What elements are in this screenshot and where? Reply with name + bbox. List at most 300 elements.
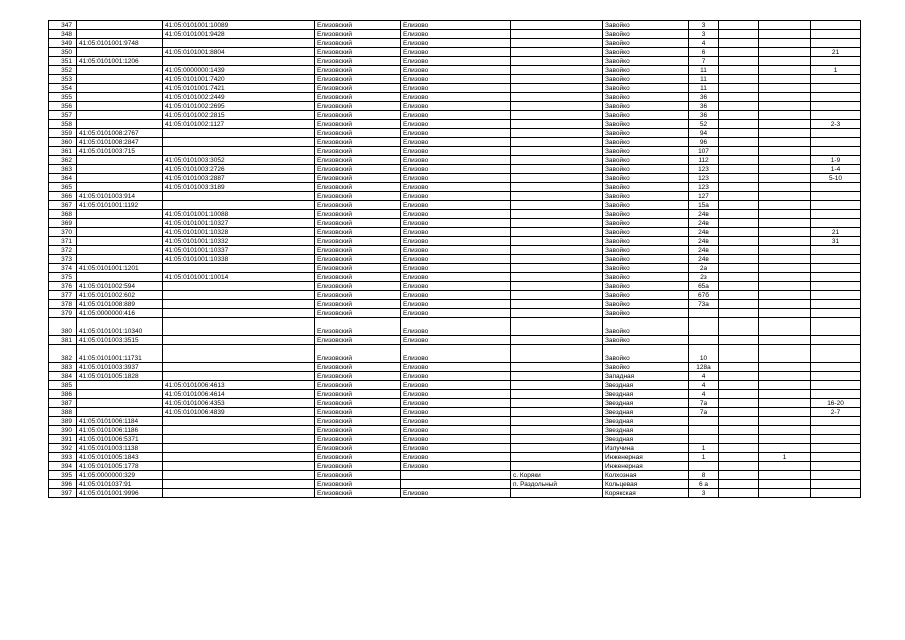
table-body — [49, 21, 861, 498]
cell-district: Елизовский — [315, 66, 401, 75]
cell-settlement: Елизово — [401, 390, 511, 399]
cell-settlement: Елизово — [401, 183, 511, 192]
cell-settlement: Елизово — [401, 264, 511, 273]
cell-cadastral-number-b: 41:05:0101001:10328 — [163, 228, 315, 237]
cell-settlement: Елизово — [401, 399, 511, 408]
cell-house: 2а — [689, 264, 719, 273]
cell-street: Завойко — [603, 120, 689, 129]
cell-apartment — [811, 480, 861, 489]
cell-locality — [511, 93, 603, 102]
cell-cadastral-number-a — [77, 246, 163, 255]
cell-locality — [511, 111, 603, 120]
cell-street: Завойко — [603, 345, 689, 363]
cell-row-number: 397 — [49, 489, 77, 498]
cell-district: Елизовский — [315, 246, 401, 255]
cell-street: Завойко — [603, 84, 689, 93]
table-row — [49, 165, 861, 174]
table-row — [49, 129, 861, 138]
cell-apartment — [811, 318, 861, 336]
cell-district: Елизовский — [315, 174, 401, 183]
cell-building — [719, 183, 759, 192]
cell-street: Звездная — [603, 408, 689, 417]
table-row — [49, 228, 861, 237]
table-row — [49, 120, 861, 129]
cell-apartment — [811, 462, 861, 471]
cell-cadastral-number-b — [163, 201, 315, 210]
table-row — [49, 237, 861, 246]
cell-house: 10 — [689, 345, 719, 363]
cell-locality — [511, 183, 603, 192]
cell-locality — [511, 300, 603, 309]
cell-building — [719, 102, 759, 111]
cell-building — [719, 372, 759, 381]
cell-district: Елизовский — [315, 480, 401, 489]
cell-street: Завойко — [603, 102, 689, 111]
cell-settlement: Елизово — [401, 291, 511, 300]
cell-cadastral-number-b: 41:05:0000000:1439 — [163, 66, 315, 75]
cell-unit — [759, 372, 811, 381]
cell-cadastral-number-b — [163, 192, 315, 201]
cell-cadastral-number-a: 41:05:0101006:1184 — [77, 417, 163, 426]
cell-cadastral-number-a: 41:05:0101005:1778 — [77, 462, 163, 471]
cell-unit — [759, 489, 811, 498]
cell-settlement: Елизово — [401, 273, 511, 282]
cell-apartment — [811, 372, 861, 381]
cell-apartment — [811, 75, 861, 84]
cell-settlement: Елизово — [401, 363, 511, 372]
cell-cadastral-number-a: 41:05:0101002:594 — [77, 282, 163, 291]
table-row — [49, 138, 861, 147]
cell-unit — [759, 237, 811, 246]
cell-cadastral-number-a — [77, 84, 163, 93]
cell-cadastral-number-a: 41:05:0101008:2847 — [77, 138, 163, 147]
cell-locality — [511, 174, 603, 183]
cell-cadastral-number-b — [163, 300, 315, 309]
table-row — [49, 39, 861, 48]
cell-building — [719, 30, 759, 39]
cell-locality — [511, 363, 603, 372]
cell-building — [719, 237, 759, 246]
cell-street: Завойко — [603, 183, 689, 192]
cell-house: 4 — [689, 390, 719, 399]
cell-building — [719, 309, 759, 318]
cell-unit — [759, 300, 811, 309]
cell-unit — [759, 21, 811, 30]
cell-building — [719, 228, 759, 237]
cell-building — [719, 246, 759, 255]
table-row — [49, 444, 861, 453]
cell-building — [719, 21, 759, 30]
cell-house: 4 — [689, 381, 719, 390]
cell-building — [719, 75, 759, 84]
cell-street: Завойко — [603, 201, 689, 210]
cell-settlement: Елизово — [401, 57, 511, 66]
table-row — [49, 309, 861, 318]
cell-building — [719, 408, 759, 417]
cell-row-number: 385 — [49, 381, 77, 390]
cell-settlement: Елизово — [401, 435, 511, 444]
cell-apartment — [811, 300, 861, 309]
cell-cadastral-number-a: 41:05:0000000:329 — [77, 471, 163, 480]
cell-unit — [759, 246, 811, 255]
cell-apartment: 21 — [811, 228, 861, 237]
cell-locality — [511, 309, 603, 318]
cell-street: Завойко — [603, 282, 689, 291]
cell-house: 107 — [689, 147, 719, 156]
cell-locality — [511, 219, 603, 228]
cell-house: 24в — [689, 210, 719, 219]
cell-street: Завойко — [603, 129, 689, 138]
cell-house: 24в — [689, 255, 719, 264]
cell-apartment — [811, 381, 861, 390]
cell-house: 24в — [689, 237, 719, 246]
cell-house: 127 — [689, 192, 719, 201]
cell-cadastral-number-a — [77, 408, 163, 417]
cell-unit — [759, 174, 811, 183]
cell-cadastral-number-b — [163, 138, 315, 147]
cell-house — [689, 309, 719, 318]
cell-unit — [759, 228, 811, 237]
cell-house — [689, 435, 719, 444]
cell-cadastral-number-b: 41:05:0101006:4353 — [163, 399, 315, 408]
table-row — [49, 102, 861, 111]
cell-settlement: Елизово — [401, 30, 511, 39]
cell-apartment — [811, 291, 861, 300]
cell-apartment — [811, 147, 861, 156]
table-row — [49, 390, 861, 399]
cell-unit — [759, 282, 811, 291]
cell-apartment: 1-4 — [811, 165, 861, 174]
cell-locality: п. Раздольный — [511, 480, 603, 489]
cell-row-number: 357 — [49, 111, 77, 120]
cell-house: 24в — [689, 246, 719, 255]
cell-apartment: 31 — [811, 237, 861, 246]
cell-cadastral-number-b: 41:05:0101001:7421 — [163, 84, 315, 93]
cell-settlement: Елизово — [401, 426, 511, 435]
cell-settlement: Елизово — [401, 174, 511, 183]
cell-row-number: 388 — [49, 408, 77, 417]
cell-district: Елизовский — [315, 318, 401, 336]
cell-apartment — [811, 255, 861, 264]
cell-cadastral-number-b: 41:05:0101001:10338 — [163, 255, 315, 264]
cell-row-number: 368 — [49, 210, 77, 219]
table-row — [49, 471, 861, 480]
cell-street: Завойко — [603, 174, 689, 183]
table-row — [49, 57, 861, 66]
cell-settlement: Елизово — [401, 345, 511, 363]
cell-apartment — [811, 444, 861, 453]
cell-unit — [759, 273, 811, 282]
cell-cadastral-number-a: 41:05:0000000:416 — [77, 309, 163, 318]
cell-cadastral-number-b: 41:05:0101003:2887 — [163, 174, 315, 183]
cell-apartment: 5-10 — [811, 174, 861, 183]
cell-cadastral-number-b: 41:05:0101006:4839 — [163, 408, 315, 417]
cell-apartment — [811, 264, 861, 273]
cell-apartment — [811, 201, 861, 210]
table-row — [49, 183, 861, 192]
table-row — [49, 93, 861, 102]
cell-cadastral-number-a: 41:05:0101002:602 — [77, 291, 163, 300]
table-row — [49, 84, 861, 93]
cell-settlement: Елизово — [401, 48, 511, 57]
table-row — [49, 75, 861, 84]
cell-district: Елизовский — [315, 210, 401, 219]
cell-district: Елизовский — [315, 48, 401, 57]
cell-row-number: 363 — [49, 165, 77, 174]
table-row — [49, 264, 861, 273]
cell-district: Елизовский — [315, 372, 401, 381]
cell-unit — [759, 156, 811, 165]
cell-unit — [759, 192, 811, 201]
table-row — [49, 147, 861, 156]
cell-apartment — [811, 363, 861, 372]
cell-row-number: 383 — [49, 363, 77, 372]
cell-unit — [759, 57, 811, 66]
cell-house: 1 — [689, 453, 719, 462]
cell-district: Елизовский — [315, 111, 401, 120]
cell-locality — [511, 264, 603, 273]
cell-cadastral-number-b: 41:05:0101002:2815 — [163, 111, 315, 120]
cell-street: Завойко — [603, 273, 689, 282]
cell-street: Завойко — [603, 48, 689, 57]
cell-district: Елизовский — [315, 165, 401, 174]
cell-cadastral-number-b: 41:05:0101001:10337 — [163, 246, 315, 255]
cell-cadastral-number-a: 41:05:0101005:1828 — [77, 372, 163, 381]
cell-locality — [511, 192, 603, 201]
cell-cadastral-number-a: 41:05:0101006:5371 — [77, 435, 163, 444]
table-row — [49, 381, 861, 390]
cell-settlement: Елизово — [401, 417, 511, 426]
cell-cadastral-number-b — [163, 336, 315, 345]
cell-street: Завойко — [603, 39, 689, 48]
cell-house: 73а — [689, 300, 719, 309]
cell-cadastral-number-b — [163, 345, 315, 363]
cell-house: 112 — [689, 156, 719, 165]
cell-locality — [511, 210, 603, 219]
cell-building — [719, 471, 759, 480]
cell-unit — [759, 30, 811, 39]
cell-row-number: 390 — [49, 426, 77, 435]
cell-cadastral-number-b: 41:05:0101002:2695 — [163, 102, 315, 111]
cell-row-number: 377 — [49, 291, 77, 300]
cell-building — [719, 273, 759, 282]
cell-building — [719, 39, 759, 48]
cell-street: Завойко — [603, 165, 689, 174]
cell-cadastral-number-b — [163, 147, 315, 156]
cell-settlement: Елизово — [401, 255, 511, 264]
cell-district: Елизовский — [315, 147, 401, 156]
cell-house: 15а — [689, 201, 719, 210]
cell-district: Елизовский — [315, 435, 401, 444]
cell-apartment — [811, 192, 861, 201]
cell-district: Елизовский — [315, 21, 401, 30]
cell-house: 52 — [689, 120, 719, 129]
cell-row-number: 394 — [49, 462, 77, 471]
cell-apartment: 21 — [811, 48, 861, 57]
cell-district: Елизовский — [315, 426, 401, 435]
cell-locality — [511, 30, 603, 39]
cell-cadastral-number-a: 41:05:0101001:10340 — [77, 318, 163, 336]
cell-house: 6 а — [689, 480, 719, 489]
cell-street: Завойко — [603, 66, 689, 75]
cell-district: Елизовский — [315, 399, 401, 408]
table-row — [49, 66, 861, 75]
cell-row-number: 380 — [49, 318, 77, 336]
cell-district: Елизовский — [315, 102, 401, 111]
cell-row-number: 359 — [49, 129, 77, 138]
cell-locality — [511, 255, 603, 264]
table-row — [49, 345, 861, 363]
cell-cadastral-number-a — [77, 75, 163, 84]
cell-row-number: 353 — [49, 75, 77, 84]
cell-unit — [759, 138, 811, 147]
cell-cadastral-number-a — [77, 21, 163, 30]
cell-locality — [511, 435, 603, 444]
cell-house: 65а — [689, 282, 719, 291]
cell-street: Завойко — [603, 156, 689, 165]
cell-unit — [759, 210, 811, 219]
cell-district: Елизовский — [315, 129, 401, 138]
cell-building — [719, 210, 759, 219]
cell-unit — [759, 129, 811, 138]
register-table — [48, 20, 861, 498]
cell-apartment — [811, 210, 861, 219]
cell-cadastral-number-a: 41:05:0101001:1192 — [77, 201, 163, 210]
cell-settlement: Елизово — [401, 318, 511, 336]
cell-street: Завойко — [603, 219, 689, 228]
cell-cadastral-number-b: 41:05:0101002:2449 — [163, 93, 315, 102]
cell-street: Инженерная — [603, 453, 689, 462]
cell-apartment — [811, 30, 861, 39]
cell-settlement: Елизово — [401, 336, 511, 345]
cell-cadastral-number-b — [163, 291, 315, 300]
cell-house: 36 — [689, 111, 719, 120]
cell-cadastral-number-b — [163, 318, 315, 336]
cell-cadastral-number-b — [163, 444, 315, 453]
cell-district: Елизовский — [315, 390, 401, 399]
cell-district: Елизовский — [315, 417, 401, 426]
cell-row-number: 355 — [49, 93, 77, 102]
cell-row-number: 374 — [49, 264, 77, 273]
cell-cadastral-number-b — [163, 426, 315, 435]
cell-row-number: 396 — [49, 480, 77, 489]
cell-building — [719, 318, 759, 336]
table-row — [49, 480, 861, 489]
cell-street: Корякская — [603, 489, 689, 498]
cell-building — [719, 291, 759, 300]
cell-cadastral-number-a: 41:05:0101001:1201 — [77, 264, 163, 273]
cell-cadastral-number-b: 41:05:0101003:3052 — [163, 156, 315, 165]
cell-unit — [759, 147, 811, 156]
cell-locality — [511, 246, 603, 255]
cell-house — [689, 336, 719, 345]
cell-cadastral-number-b — [163, 435, 315, 444]
cell-unit — [759, 390, 811, 399]
cell-street: Звездная — [603, 417, 689, 426]
cell-locality — [511, 156, 603, 165]
cell-unit — [759, 345, 811, 363]
cell-cadastral-number-a: 41:05:0101003:914 — [77, 192, 163, 201]
cell-building — [719, 57, 759, 66]
cell-settlement — [401, 480, 511, 489]
table-row — [49, 291, 861, 300]
cell-locality — [511, 21, 603, 30]
cell-locality — [511, 66, 603, 75]
table-row — [49, 417, 861, 426]
cell-cadastral-number-a — [77, 183, 163, 192]
cell-cadastral-number-b — [163, 39, 315, 48]
cell-apartment — [811, 84, 861, 93]
cell-settlement: Елизово — [401, 147, 511, 156]
cell-cadastral-number-a — [77, 66, 163, 75]
cell-street: Кольцевая — [603, 480, 689, 489]
cell-locality — [511, 57, 603, 66]
cell-locality — [511, 75, 603, 84]
cell-house: 96 — [689, 138, 719, 147]
cell-street: Завойко — [603, 147, 689, 156]
cell-street: Завойко — [603, 57, 689, 66]
cell-locality — [511, 462, 603, 471]
cell-row-number: 379 — [49, 309, 77, 318]
cell-street: Завойко — [603, 210, 689, 219]
cell-unit — [759, 264, 811, 273]
cell-cadastral-number-b: 41:05:0101001:7420 — [163, 75, 315, 84]
cell-settlement — [401, 471, 511, 480]
cell-house: 4 — [689, 372, 719, 381]
cell-unit — [759, 48, 811, 57]
cell-house: 8 — [689, 471, 719, 480]
cell-cadastral-number-a — [77, 399, 163, 408]
cell-district: Елизовский — [315, 291, 401, 300]
cell-street: Завойко — [603, 363, 689, 372]
cell-row-number: 387 — [49, 399, 77, 408]
cell-row-number: 365 — [49, 183, 77, 192]
cell-apartment — [811, 345, 861, 363]
cell-house: 1 — [689, 444, 719, 453]
cell-locality — [511, 345, 603, 363]
table-row — [49, 399, 861, 408]
cell-cadastral-number-a — [77, 228, 163, 237]
cell-district: Елизовский — [315, 264, 401, 273]
cell-cadastral-number-b — [163, 480, 315, 489]
cell-settlement: Елизово — [401, 462, 511, 471]
cell-cadastral-number-a — [77, 174, 163, 183]
table-row — [49, 336, 861, 345]
cell-district: Елизовский — [315, 309, 401, 318]
cell-settlement: Елизово — [401, 39, 511, 48]
cell-row-number: 367 — [49, 201, 77, 210]
table-row — [49, 30, 861, 39]
cell-apartment — [811, 426, 861, 435]
cell-street: Завойко — [603, 111, 689, 120]
cell-locality — [511, 399, 603, 408]
cell-locality — [511, 102, 603, 111]
cell-building — [719, 489, 759, 498]
cell-cadastral-number-b — [163, 57, 315, 66]
cell-row-number: 386 — [49, 390, 77, 399]
table-row — [49, 408, 861, 417]
cell-settlement: Елизово — [401, 201, 511, 210]
cell-apartment — [811, 309, 861, 318]
table-row — [49, 156, 861, 165]
cell-apartment — [811, 489, 861, 498]
cell-settlement: Елизово — [401, 102, 511, 111]
cell-building — [719, 255, 759, 264]
cell-cadastral-number-b — [163, 129, 315, 138]
cell-settlement: Елизово — [401, 453, 511, 462]
cell-district: Елизовский — [315, 255, 401, 264]
cell-house: 36 — [689, 93, 719, 102]
